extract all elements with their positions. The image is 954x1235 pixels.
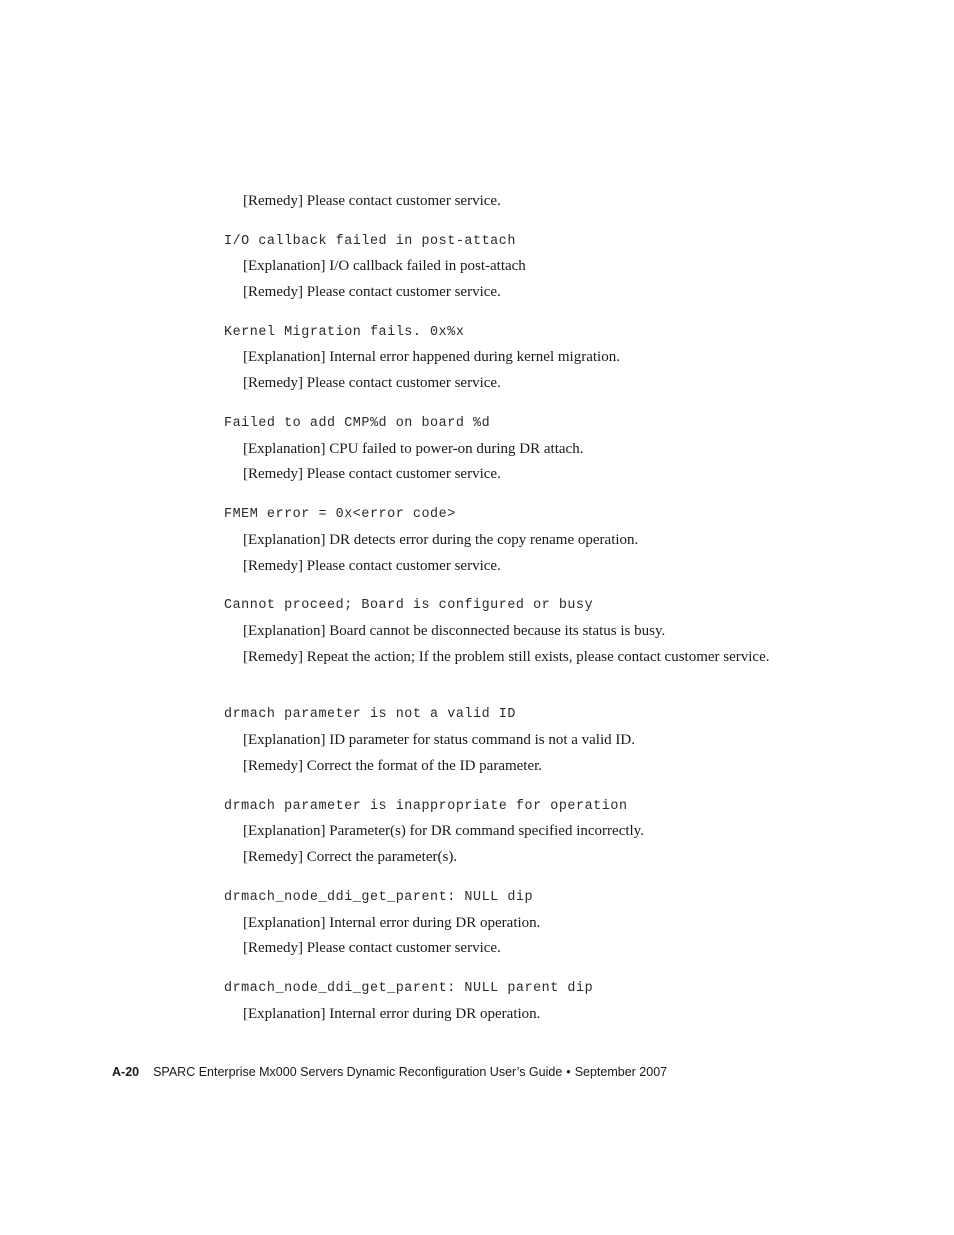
error-message: drmach_node_ddi_get_parent: NULL dip bbox=[224, 890, 534, 905]
error-message: Cannot proceed; Board is configured or busy bbox=[224, 598, 594, 613]
remedy-text: [Remedy] Please contact customer service. bbox=[243, 284, 501, 300]
error-message: I/O callback failed in post-attach bbox=[224, 234, 516, 249]
publication-date: September 2007 bbox=[574, 1065, 668, 1079]
error-message: Kernel Migration fails. 0x%x bbox=[224, 325, 465, 340]
explanation-text: [Explanation] Internal error during DR operation. bbox=[243, 1006, 541, 1022]
error-message: drmach_node_ddi_get_parent: NULL parent dip bbox=[224, 981, 594, 996]
remedy-text: [Remedy] Correct the parameter(s). bbox=[243, 849, 458, 865]
document-title: SPARC Enterprise Mx000 Servers Dynamic Reconfiguration User’s Guide bbox=[153, 1065, 563, 1079]
page-footer bbox=[112, 1064, 667, 1080]
explanation-text: [Explanation] Internal error happened during kernel migration. bbox=[243, 349, 620, 365]
explanation-text: [Explanation] ID parameter for status command is not a valid ID. bbox=[243, 732, 635, 748]
remedy-text: [Remedy] Repeat the action; If the problem still exists, please contact customer service. bbox=[243, 649, 770, 665]
error-message: drmach parameter is inappropriate for operation bbox=[224, 799, 628, 814]
remedy-text: [Remedy] Please contact customer service. bbox=[243, 375, 501, 391]
remedy-text: [Remedy] Correct the format of the ID parameter. bbox=[243, 758, 543, 774]
footer-bullet: • bbox=[566, 1065, 571, 1079]
remedy-text: [Remedy] Please contact customer service. bbox=[243, 466, 501, 482]
remedy-text: [Remedy] Please contact customer service. bbox=[243, 940, 501, 956]
explanation-text: [Explanation] Internal error during DR operation. bbox=[243, 915, 541, 931]
error-message: Failed to add CMP%d on board %d bbox=[224, 416, 491, 431]
page-number: A-20 bbox=[112, 1065, 140, 1079]
explanation-text: [Explanation] CPU failed to power-on during DR attach. bbox=[243, 441, 584, 457]
remedy-text: [Remedy] Please contact customer service. bbox=[243, 193, 501, 209]
explanation-text: [Explanation] I/O callback failed in post-attach bbox=[243, 258, 526, 274]
explanation-text: [Explanation] Board cannot be disconnected because its status is busy. bbox=[243, 623, 666, 639]
explanation-text: [Explanation] Parameter(s) for DR command specified incorrectly. bbox=[243, 823, 644, 839]
explanation-text: [Explanation] DR detects error during the copy rename operation. bbox=[243, 532, 639, 548]
error-message: FMEM error = 0x<error code> bbox=[224, 507, 456, 522]
error-message: drmach parameter is not a valid ID bbox=[224, 707, 516, 722]
remedy-text: [Remedy] Please contact customer service. bbox=[243, 558, 501, 574]
